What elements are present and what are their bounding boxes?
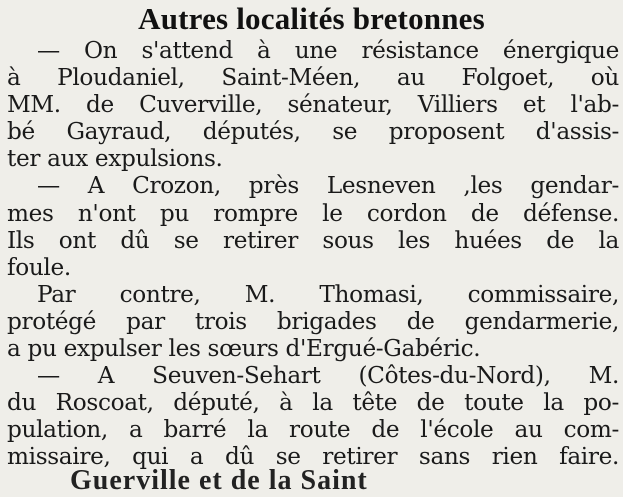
article-line: protégé par trois brigades de gendarmerie, <box>7 307 619 335</box>
next-headline-fragment <box>0 465 623 496</box>
article-line: missaire, qui a dû se retirer sans rien faire. <box>7 443 619 471</box>
article-line: Par contre, M. Thomasi, commissaire, <box>37 280 619 308</box>
article-line: MM. de Cuverville, sénateur, Villiers et l'ab- <box>7 91 619 119</box>
article-line: du Roscoat, député, à la tête de toute la po- <box>7 389 619 417</box>
next-headline-text: Guerville et de la Saint <box>70 465 368 496</box>
article-line: mes n'ont pu rompre le cordon de défense. <box>7 199 619 227</box>
article-line: — A Seuven-Sehart (Côtes-du-Nord), M. <box>37 362 619 390</box>
article-line: a pu expulser les sœurs d'Ergué-Gabéric. <box>7 335 481 363</box>
article-headline: Autres localités bretonnes <box>138 1 485 36</box>
article-line: — A Crozon, près Lesneven ,les gendar- <box>37 172 619 200</box>
article-line: pulation, a barré la route de l'école au com- <box>7 416 619 444</box>
article-body <box>7 37 619 471</box>
article-line: ter aux expulsions. <box>7 145 223 173</box>
article-line: Ils ont dû se retirer sous les huées de la <box>7 226 619 254</box>
article-line: — On s'attend à une résistance énergique <box>37 37 619 64</box>
article-line: foule. <box>7 253 71 281</box>
article-line: à Ploudaniel, Saint-Méen, au Folgoet, où <box>7 64 619 92</box>
article-line: bé Gayraud, députés, se proposent d'assis- <box>7 118 619 146</box>
